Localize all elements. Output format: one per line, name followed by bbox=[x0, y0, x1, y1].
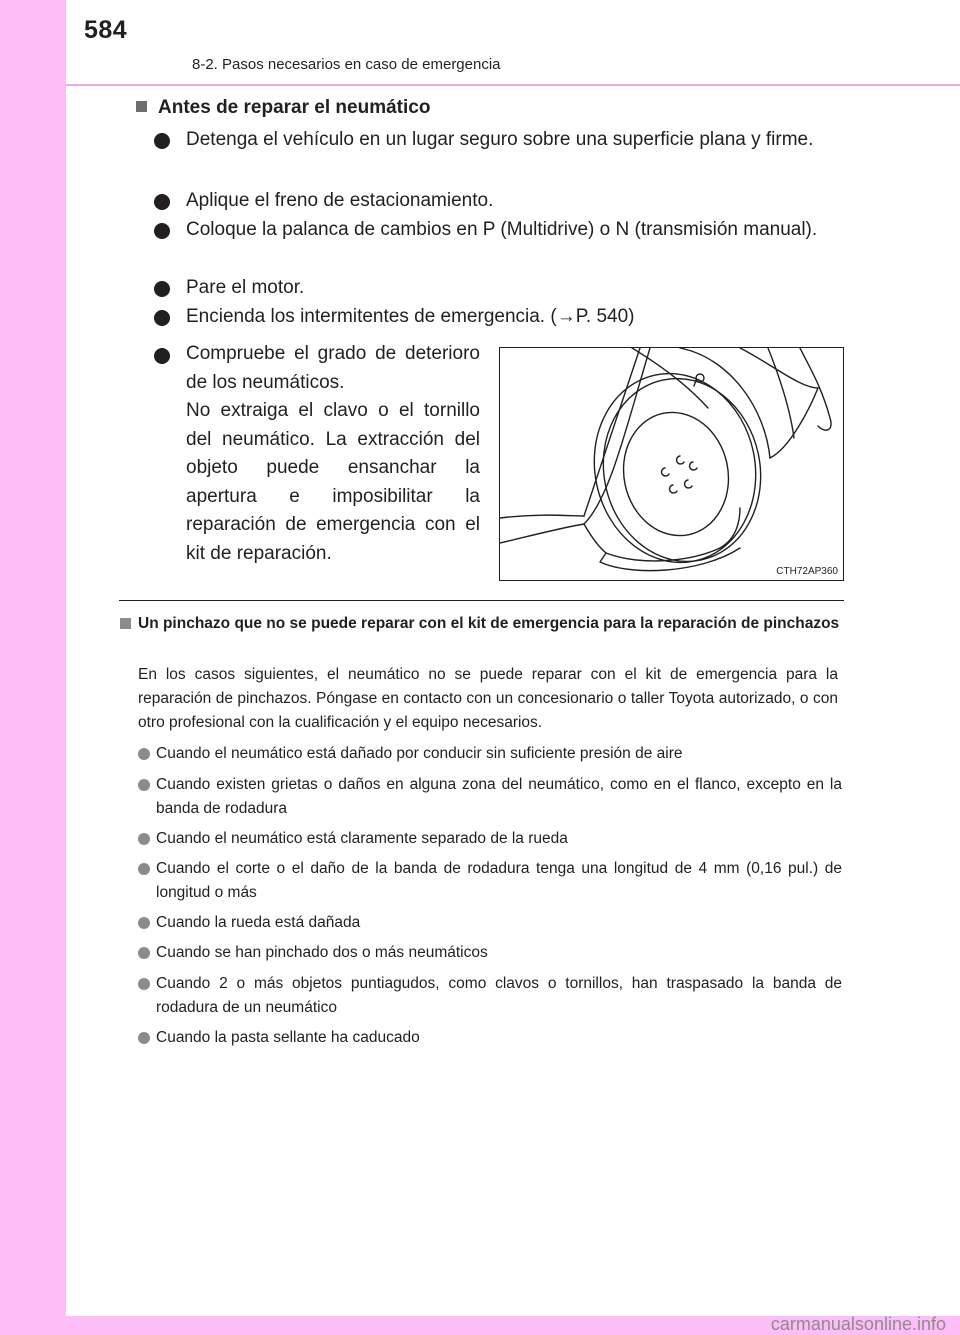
list-item bbox=[154, 302, 838, 331]
bullet-dot-icon bbox=[154, 194, 170, 210]
bullet-dot-icon bbox=[138, 947, 150, 959]
bullet-dot-icon bbox=[154, 310, 170, 326]
list-item bbox=[154, 186, 838, 215]
list-item-text: Cuando existen grietas o daños en alguna zona del neumático, como en el flanco, excepto en la banda de rodadura bbox=[156, 776, 842, 817]
list-item-with-figure bbox=[154, 340, 480, 568]
tire-drawing bbox=[500, 348, 843, 580]
bullet-dot-icon bbox=[154, 223, 170, 239]
bullet-dot-icon bbox=[154, 133, 170, 149]
watermark: carmanualsonline.info bbox=[770, 1314, 946, 1334]
list-item bbox=[154, 125, 838, 154]
bullet-dot-icon bbox=[138, 978, 150, 990]
list-item-text: Cuando 2 o más objetos puntiagudos, como clavos o tornillos, han traspasado la banda de rodadura de un neumático bbox=[156, 975, 842, 1016]
list-item bbox=[138, 742, 842, 766]
bullet-dot-icon bbox=[154, 281, 170, 297]
square-bullet-icon bbox=[136, 101, 147, 112]
section-heading bbox=[136, 97, 430, 119]
list-item-text: Encienda los intermitentes de emergencia. (→P. 540) bbox=[186, 306, 635, 327]
list-item bbox=[138, 827, 842, 851]
tire-inspection-illustration bbox=[499, 347, 844, 581]
list-item bbox=[138, 972, 842, 1020]
list-item-text: Compruebe el grado de deterioro de los neumáticos. bbox=[186, 343, 480, 393]
list-item-text: Aplique el freno de estacionamiento. bbox=[186, 190, 494, 211]
list-item-detail: No extraiga el clavo o el tornillo del neumático. La extracción del objeto puede ensanchar la apertura e imposibilitar la reparación de emergencia con el kit de reparación. bbox=[186, 400, 480, 564]
header-divider bbox=[66, 84, 960, 86]
note-heading bbox=[120, 612, 844, 636]
list-item-text: Cuando se han pinchado dos o más neumáticos bbox=[156, 944, 488, 961]
list-item-text: Pare el motor. bbox=[186, 277, 305, 298]
list-item-text: Cuando el corte o el daño de la banda de rodadura tenga una longitud de 4 mm (0,16 pul.) de longitud o más bbox=[156, 860, 842, 901]
list-item bbox=[154, 215, 838, 244]
section-heading-text: Antes de reparar el neumático bbox=[158, 97, 431, 118]
list-item bbox=[138, 773, 842, 821]
section-divider bbox=[119, 600, 844, 601]
page-number: 584 bbox=[84, 16, 128, 44]
note-paragraph: En los casos siguientes, el neumático no se puede reparar con el kit de emergencia para la reparación de pinchazos. Póngase en contacto con un concesionario o taller Toyota autorizado, o con otro profesional con la cualificación y el equipo necesarios. bbox=[138, 666, 838, 731]
chapter-title: 8-2. Pasos necesarios en caso de emergencia bbox=[192, 56, 501, 73]
bullet-dot-icon bbox=[138, 833, 150, 845]
list-item-text: Cuando el neumático está claramente separado de la rueda bbox=[156, 830, 568, 847]
bullet-dot-icon bbox=[138, 1032, 150, 1044]
list-item-text: Cuando la pasta sellante ha caducado bbox=[156, 1029, 420, 1046]
note-heading-text: Un pinchazo que no se puede reparar con el kit de emergencia para la reparación de pinchazos bbox=[138, 615, 840, 632]
list-item bbox=[138, 911, 842, 935]
list-item-text: Cuando la rueda está dañada bbox=[156, 914, 361, 931]
bullet-dot-icon bbox=[138, 863, 150, 875]
list-item-text: Detenga el vehículo en un lugar seguro sobre una superficie plana y firme. bbox=[186, 129, 814, 150]
list-item bbox=[138, 1026, 842, 1050]
list-item-text: Cuando el neumático está dañado por conducir sin suficiente presión de aire bbox=[156, 745, 683, 762]
sidebar-color-strip bbox=[0, 0, 66, 1335]
list-item bbox=[138, 857, 842, 905]
bullet-dot-icon bbox=[138, 917, 150, 929]
bullet-dot-icon bbox=[154, 348, 170, 364]
bullet-dot-icon bbox=[138, 779, 150, 791]
list-item bbox=[138, 941, 842, 965]
figure-code: CTH72AP360 bbox=[776, 566, 838, 577]
bullet-dot-icon bbox=[138, 748, 150, 760]
list-item bbox=[154, 273, 838, 302]
square-bullet-icon bbox=[120, 618, 131, 629]
list-item-text: Coloque la palanca de cambios en P (Multidrive) o N (transmisión manual). bbox=[186, 219, 818, 240]
